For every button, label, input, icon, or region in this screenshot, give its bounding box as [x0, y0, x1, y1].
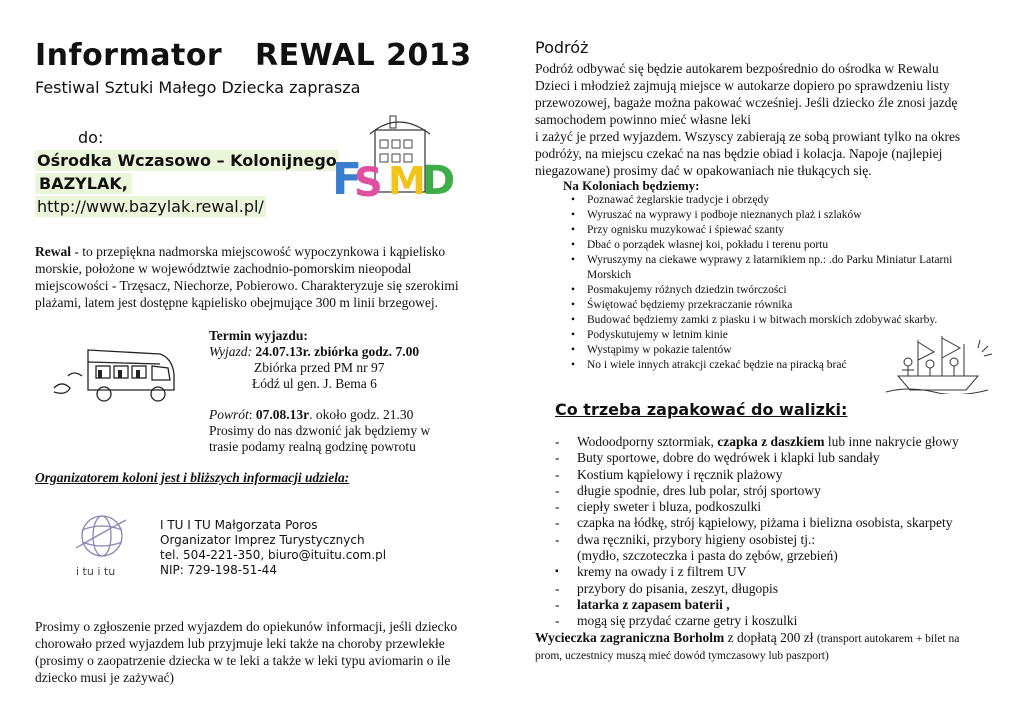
- rewal-description: [35, 243, 465, 311]
- square-marker: ▪: [555, 566, 559, 578]
- termin-heading: Termin wyjazdu:: [209, 328, 308, 343]
- powrot-line2: Prosimy do nas dzwonić jak będziemy w: [209, 423, 431, 438]
- subtitle: Festiwal Sztuki Małego Dziecka zaprasza: [35, 78, 361, 97]
- dash-marker: -: [555, 515, 560, 531]
- item-text: kremy na owady i z filtrem UV: [577, 564, 747, 580]
- list-item: [555, 564, 995, 580]
- org-line3: tel. 504-221-350, biuro@ituitu.com.pl: [160, 548, 387, 562]
- item-text: Buty sportowe, dobre do wędrówek i klapki lub sandały: [577, 450, 880, 466]
- activities-heading: Na Koloniach będziemy:: [563, 178, 700, 193]
- powrot-colon: :: [248, 407, 253, 422]
- list-item: [555, 532, 995, 548]
- wyjazd-value: 24.07.13r. zbiórka godz. 7.00: [255, 344, 420, 359]
- dash-marker: -: [555, 596, 560, 612]
- trip-info: [535, 630, 980, 664]
- item-text: mogą się przydać czarne getry i koszulki: [577, 613, 798, 629]
- svg-text:S: S: [354, 160, 383, 202]
- organizer-heading: Organizatorem koloni jest i bliższych informacji udziela:: [35, 470, 350, 485]
- wyjazd-line3: Łódź ul gen. J. Bema 6: [252, 376, 377, 391]
- fsmd-logo-image: [330, 112, 460, 202]
- dash-marker: -: [555, 482, 560, 498]
- departure-info: [209, 328, 469, 455]
- travel-text: [535, 60, 975, 179]
- travel-text-1: Podróż odbywać się będzie autokarem bezpośrednio do ośrodka w Rewalu Dzieci i młodzież zajmują miejsce w autokarze dopiero po sprawdzeniu listy przewozowej, bagaże można pakować wcześniej. Jeśli dziecko źle znosi jazdę samochodem powinno mieć własne leki: [535, 61, 958, 127]
- rewal-text: - to przepiękna nadmorska miejscowość wypoczynkowa i kąpielisko morskie, położone w województwie zachodnio-pomorskim nieopodal miejscowości - Trzęsacz, Niechorze, Pobierowo. Charakteryzuje się szerokimi plażami, latem jest dostępne kąpielisko obejmujące 300 m linii brzegowej.: [35, 244, 459, 310]
- dash-marker: -: [555, 531, 560, 547]
- center-name-line1: Ośrodka Wczasowo – Kolonijnego: [37, 151, 337, 170]
- trip-details: (transport autokarem + bilet na prom, uczestnicy muszą mieć dowód tymczasowy lub paszport): [535, 633, 960, 662]
- item-text: (mydło, szczoteczka i pasta do zębów, grzebień): [577, 548, 838, 564]
- powrot-label: Powrót: [209, 407, 249, 422]
- list-item: • Podyskutujemy w letnim kinie: [568, 328, 968, 343]
- svg-text:F: F: [332, 154, 363, 202]
- list-item: • Wyruszać na wyprawy i podboje nieznanych plaż i szlaków: [568, 208, 968, 223]
- list-item: • Budować będziemy zamki z piasku i w bitwach morskich zdobywać skarby.: [568, 313, 968, 328]
- list-item: • Poznawać żeglarskie tradycje i obrzędy: [568, 193, 968, 208]
- item-text: czapka na łódkę, strój kąpielowy, piżama i bielizna osobista, skarpety: [577, 515, 953, 531]
- travel-heading: Podróż: [535, 38, 589, 57]
- powrot-rest: . około godz. 21.30: [309, 407, 414, 422]
- item-text: długie spodnie, dres lub polar, strój sportowy: [577, 482, 821, 498]
- item-text: przybory do pisania, zeszyt, długopis: [577, 580, 778, 596]
- list-item: [555, 548, 995, 564]
- org-line2: Organizator Imprez Turystycznych: [160, 533, 365, 547]
- dash-marker: -: [555, 434, 560, 449]
- list-item: [555, 467, 995, 483]
- packing-list: [555, 434, 995, 630]
- dash-marker: -: [555, 499, 560, 515]
- wyjazd-line2: Zbiórka przed PM nr 97: [254, 360, 385, 375]
- page-title: Informator REWAL 2013: [35, 38, 472, 73]
- org-line4: NIP: 729-198-51-44: [160, 563, 277, 577]
- wyjazd-label: Wyjazd:: [209, 344, 252, 359]
- list-item: [555, 613, 995, 629]
- list-item: • Wystąpimy w pokazie talentów: [568, 343, 968, 358]
- list-item: • Świętować będziemy przekraczanie równika: [568, 298, 968, 313]
- item-bold: czapka z daszkiem: [717, 434, 825, 449]
- powrot-line3: trasie podamy realną godzinę powrotu: [209, 439, 416, 454]
- list-item: [555, 515, 995, 531]
- list-item: • Wyruszymy na ciekawe wyprawy z latarnikiem np.: .do Parku Miniatur Latarni Morskich: [568, 253, 968, 283]
- organizer-info: [160, 518, 386, 578]
- list-item: • No i wiele innych atrakcji czekać będzie na piracką brać: [568, 358, 968, 373]
- dash-marker: -: [555, 450, 560, 466]
- list-item: • Dbać o porządek własnej koi, pokładu i terenu portu: [568, 238, 968, 253]
- list-item: [555, 499, 995, 515]
- list-item: • Przy ognisku muzykować i śpiewać szanty: [568, 223, 968, 238]
- dash-marker: -: [555, 613, 560, 629]
- invite-to: do:: [78, 128, 104, 147]
- ituitu-logo: [70, 510, 130, 580]
- trip-bold: Wycieczka zagraniczna Borholm: [535, 630, 725, 645]
- center-url-link[interactable]: http://www.bazylak.rewal.pl/: [37, 197, 264, 216]
- list-item: [555, 450, 995, 466]
- item-text: Wodoodporny sztormiak,: [577, 434, 718, 449]
- trip-price: z dopłatą 200 zł: [724, 630, 817, 645]
- dash-marker: -: [555, 466, 560, 482]
- item-text: Kostium kąpielowy i ręcznik plażowy: [577, 466, 783, 482]
- rewal-bold: Rewal: [35, 244, 71, 259]
- pirate-ship-drawing-image: [878, 332, 996, 394]
- list-item: [555, 434, 995, 450]
- packing-heading: Co trzeba zapakować do walizki:: [555, 400, 848, 419]
- svg-text:D: D: [422, 158, 456, 202]
- center-name-line2: BAZYLAK,: [35, 173, 132, 194]
- list-item: [555, 483, 995, 499]
- item-text: ciepły sweter i bluza, podkoszulki: [577, 499, 762, 515]
- ituitu-logo-text: i tu i tu: [76, 565, 116, 578]
- list-item: • Posmakujemy różnych dziedzin twórczości: [568, 283, 968, 298]
- item-text: dwa ręczniki, przybory higieny osobistej tj.:: [577, 531, 816, 547]
- dash-marker: -: [555, 580, 560, 596]
- medication-note: Prosimy o zgłoszenie przed wyjazdem do opiekunów informacji, jeśli dziecko chorowało przed wyjazdem lub przyjmuje leki także na choroby przewlekłe (prosimy o zaopatrzenie dziecka w te leki a także w leki typu aviomarin o ile dziecko musi je zażywać): [35, 619, 458, 685]
- item-text: lub inne nakrycie głowy: [824, 434, 959, 449]
- svg-text:M: M: [388, 159, 426, 202]
- travel-text-2: i zażyć je przed wyjazdem. Wszyscy zabierają ze sobą prowiant tylko na okres podróży, na miejscu czekać na nas będzie obiad i kolacja. Napoje (najlepiej niegazowane) prosimy dać w opakowaniach nie tłukących się.: [535, 129, 961, 178]
- bus-drawing-image: [48, 340, 188, 408]
- list-item: [555, 597, 995, 613]
- powrot-value: 07.08.13r: [255, 407, 310, 422]
- org-line1: I TU I TU Małgorzata Poros: [160, 518, 318, 532]
- list-item: [555, 581, 995, 597]
- item-bold: latarka z zapasem baterii ,: [577, 596, 730, 612]
